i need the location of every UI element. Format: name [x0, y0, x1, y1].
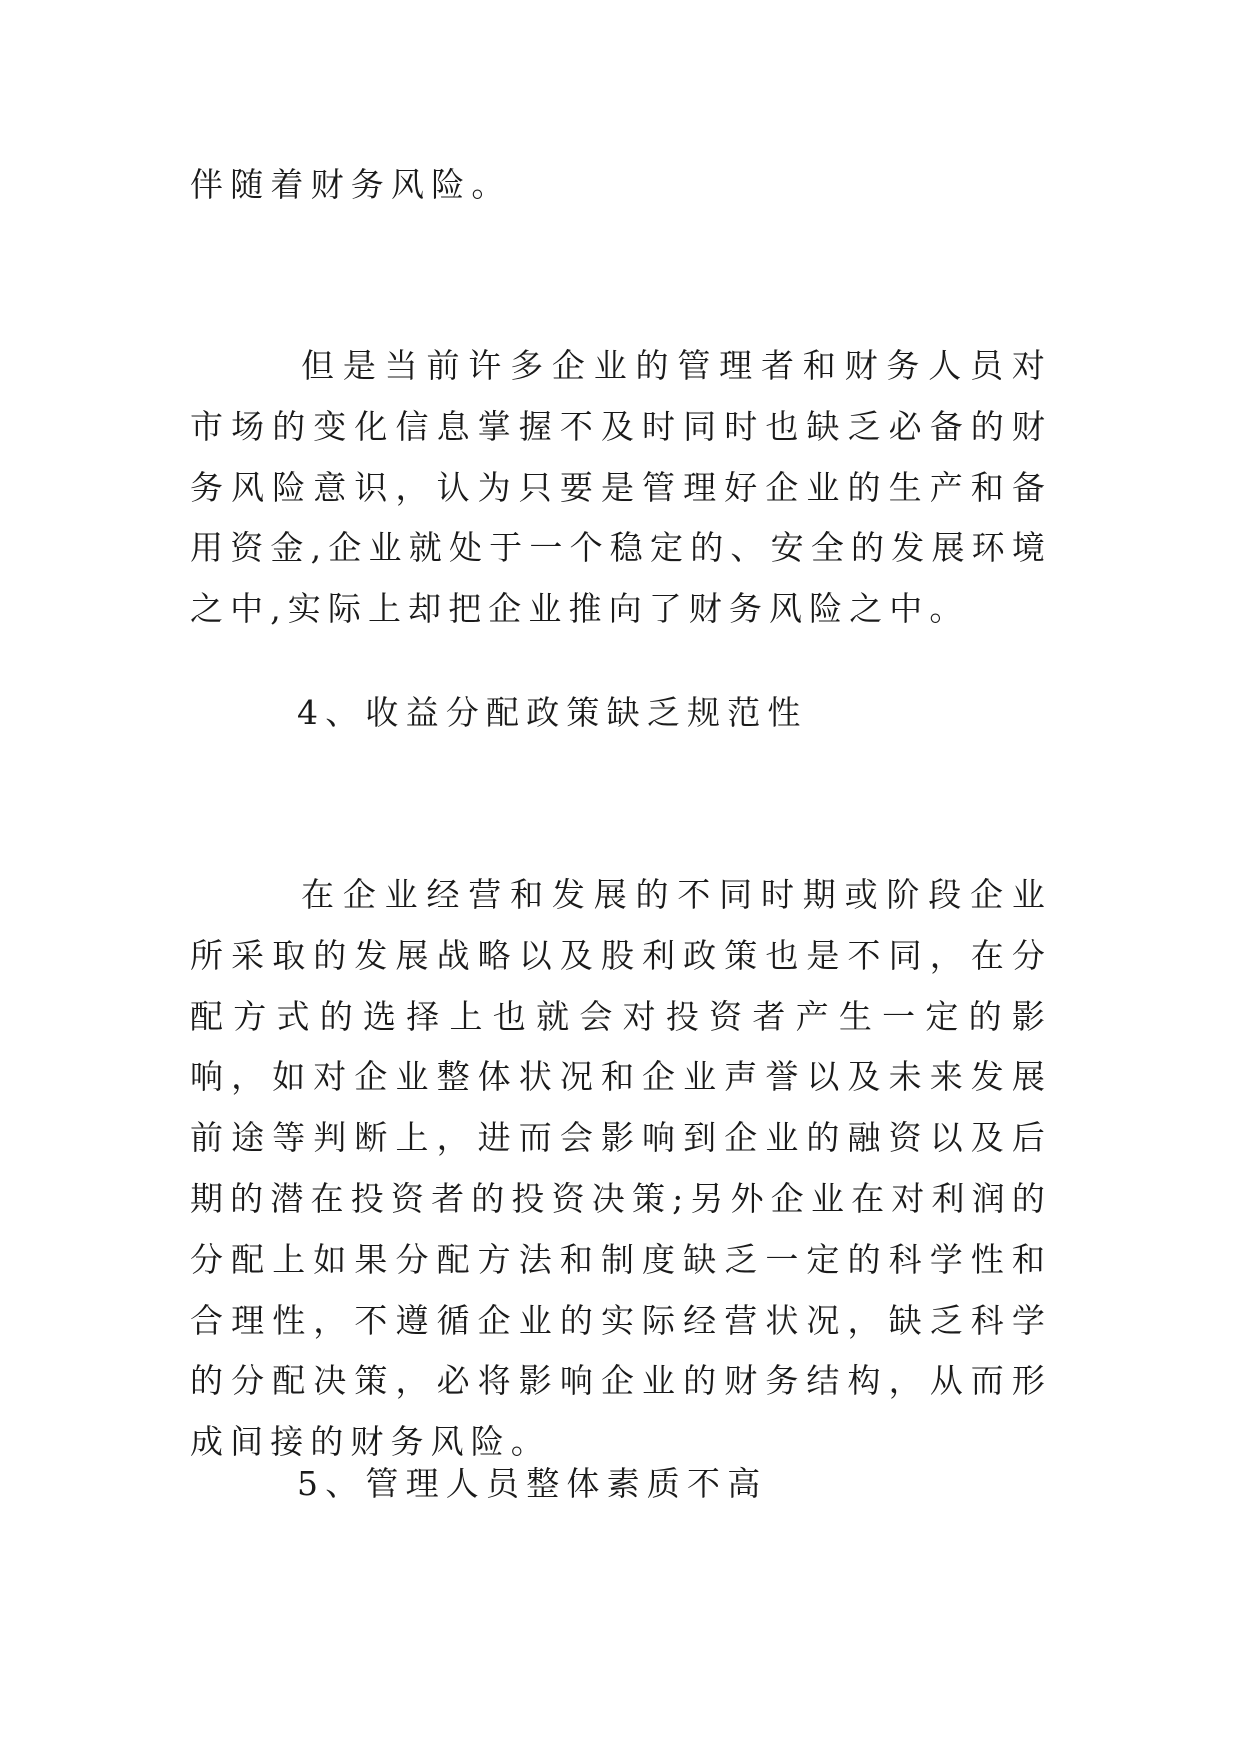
continuation-text: 伴随着财务风险。 [190, 165, 512, 204]
section-heading-5: 5、管理人员整体素质不高 [297, 1464, 768, 1503]
paragraph-distribution: 在企业经营和发展的不同时期或阶段企业所采取的发展战略以及股利政策也是不同，在分配方式的选择上也就会对投资者产生一定的影响，如对企业整体状况和企业声誉以及未来发展前途等判断上，进而会影响到企业的融资以及后期的潜在投资者的投资决策;另外企业在对利润的分配上如果分配方法和制度缺乏一定的科学性和合理性，不遵循企业的实际经营状况，缺乏科学的分配决策，必将影响企业的财务结构，从而形成间接的财务风险。 [190, 875, 1052, 1462]
paragraph-awareness: 但是当前许多企业的管理者和财务人员对市场的变化信息掌握不及时同时也缺乏必备的财务风险意识，认为只要是管理好企业的生产和备用资金,企业就处于一个稳定的、安全的发展环境之中,实际上却把企业推向了财务风险之中。 [190, 346, 1052, 629]
section-heading-4: 4、收益分配政策缺乏规范性 [297, 693, 808, 732]
